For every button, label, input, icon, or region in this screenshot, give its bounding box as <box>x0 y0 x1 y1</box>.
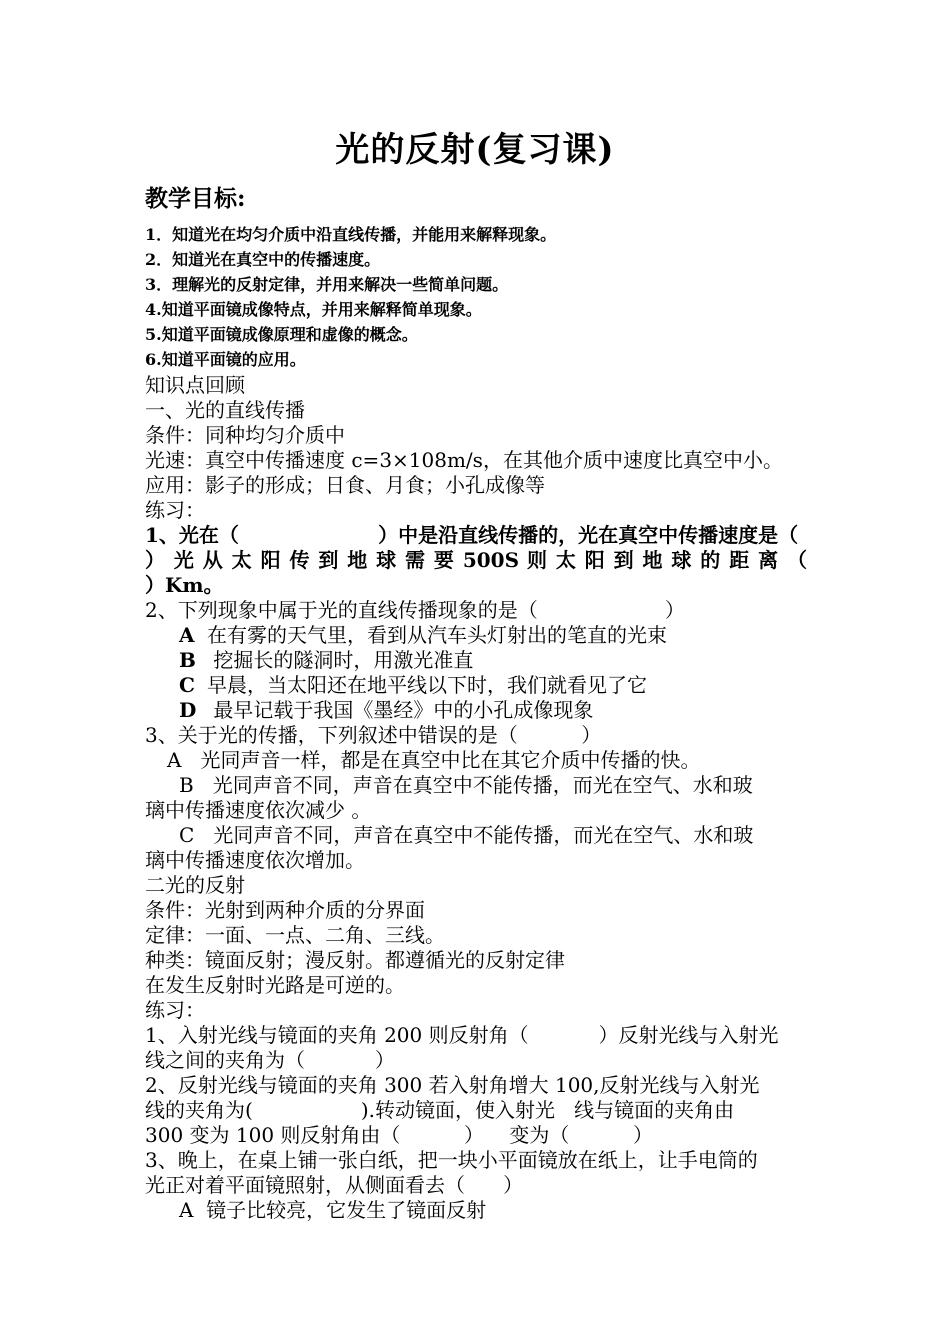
goal-item: 3．理解光的反射定律，并用来解决一些简单问题。 <box>145 275 509 294</box>
section1-condition: 条件：同种均匀介质中 <box>145 423 345 447</box>
s2-question-1-line: 线之间的夹角为（ ） <box>145 1048 395 1072</box>
s2-question-3-line: 3、晚上，在桌上铺一张白纸，把一块小平面镜放在纸上，让手电筒的 <box>145 1148 758 1172</box>
page-title: 光的反射(复习课) <box>335 130 615 170</box>
goal-item: 4.知道平面镜成像特点，并用来解释简单现象。 <box>145 300 482 319</box>
s1-question-3-option-c-cont: 璃中传播速度依次增加。 <box>145 848 365 872</box>
option-letter: D <box>179 698 197 722</box>
s1-question-2-option-c <box>145 673 807 698</box>
goals-heading: 教学目标: <box>145 185 246 212</box>
option-letter: A <box>179 623 195 647</box>
s1-question-1-line: ） 光 从 太 阳 传 到 地 球 需 要 500S 则 太 阳 到 地 球 的 距 离 （ <box>145 548 807 572</box>
option-letter: C <box>179 673 195 697</box>
s1-question-2-option-a <box>145 623 807 648</box>
section2-law: 定律：一面、一点、二角、三线。 <box>145 923 445 947</box>
section1-speed: 光速：真空中传播速度 c=3×108m/s，在其他介质中速度比真空中小。 <box>145 448 783 472</box>
s2-question-3-line: 光正对着平面镜照射，从侧面看去（ ） <box>145 1173 524 1197</box>
section2-heading: 二光的反射 <box>145 873 245 897</box>
section1-exercise-label: 练习： <box>145 498 205 522</box>
s1-question-1-line: 1、光在（ ）中是沿直线传播的，光在真空中传播速度是（ <box>145 523 799 547</box>
section1-heading: 一、光的直线传播 <box>145 398 305 422</box>
goals-list <box>145 222 815 372</box>
section2-condition: 条件：光射到两种介质的分界面 <box>145 898 425 922</box>
review-heading: 知识点回顾 <box>145 373 245 397</box>
s1-question-3-option-b-cont: 璃中传播速度依次减少 。 <box>145 798 372 822</box>
section2-types: 种类：镜面反射；漫反射。都遵循光的反射定律 <box>145 948 565 972</box>
s1-question-3-option-a: A 光同声音一样，都是在真空中比在其它介质中传播的快。 <box>167 748 701 772</box>
s2-question-2-line: 2、反射光线与镜面的夹角 300 若入射角增大 100,反射光线与入射光 <box>145 1073 760 1097</box>
option-letter: B <box>179 648 196 672</box>
goal-item: 1．知道光在均匀介质中沿直线传播，并能用来解释现象。 <box>145 225 557 244</box>
section2-exercise-label: 练习： <box>145 998 205 1022</box>
option-text: 在有雾的天气里，看到从汽车头灯射出的笔直的光束 <box>207 623 667 647</box>
s1-question-3: 3、关于光的传播，下列叙述中错误的是（ ） <box>145 723 602 747</box>
s2-question-3-option-a: A 镜子比较亮，它发生了镜面反射 <box>179 1198 487 1222</box>
document-body <box>145 373 807 1223</box>
s2-question-2-line: 线的夹角为( ).转动镜面，使入射光 线与镜面的夹角由 <box>145 1098 735 1122</box>
s1-question-1-line: ）Km。 <box>145 573 224 597</box>
goal-item: 5.知道平面镜成像原理和虚像的概念。 <box>145 325 418 344</box>
section1-application: 应用：影子的形成；日食、月食；小孔成像等 <box>145 473 545 497</box>
s1-question-2: 2、下列现象中属于光的直线传播现象的是（ ） <box>145 598 685 622</box>
section2-reversible: 在发生反射时光路是可逆的。 <box>145 973 405 997</box>
s1-question-2-option-b <box>145 648 807 673</box>
goal-item: 2．知道光在真空中的传播速度。 <box>145 250 381 269</box>
s2-question-2-line: 300 变为 100 则反射角由（ ） 变为（ ） <box>145 1123 653 1147</box>
s1-question-3-option-b: B 光同声音不同，声音在真空中不能传播，而光在空气、水和玻 <box>179 773 753 797</box>
option-text: 挖掘长的隧洞时，用激光准直 <box>207 648 474 672</box>
s2-question-1-line: 1、入射光线与镜面的夹角 200 则反射角（ ）反射光线与入射光 <box>145 1023 779 1047</box>
s1-question-3-option-c: C 光同声音不同，声音在真空中不能传播，而光在空气、水和玻 <box>179 823 754 847</box>
goal-item: 6.知道平面镜的应用。 <box>145 350 306 369</box>
option-text: 最早记载于我国《墨经》中的小孔成像现象 <box>207 698 594 722</box>
s1-question-2-option-d <box>145 698 807 723</box>
option-text: 早晨，当太阳还在地平线以下时，我们就看见了它 <box>207 673 647 697</box>
